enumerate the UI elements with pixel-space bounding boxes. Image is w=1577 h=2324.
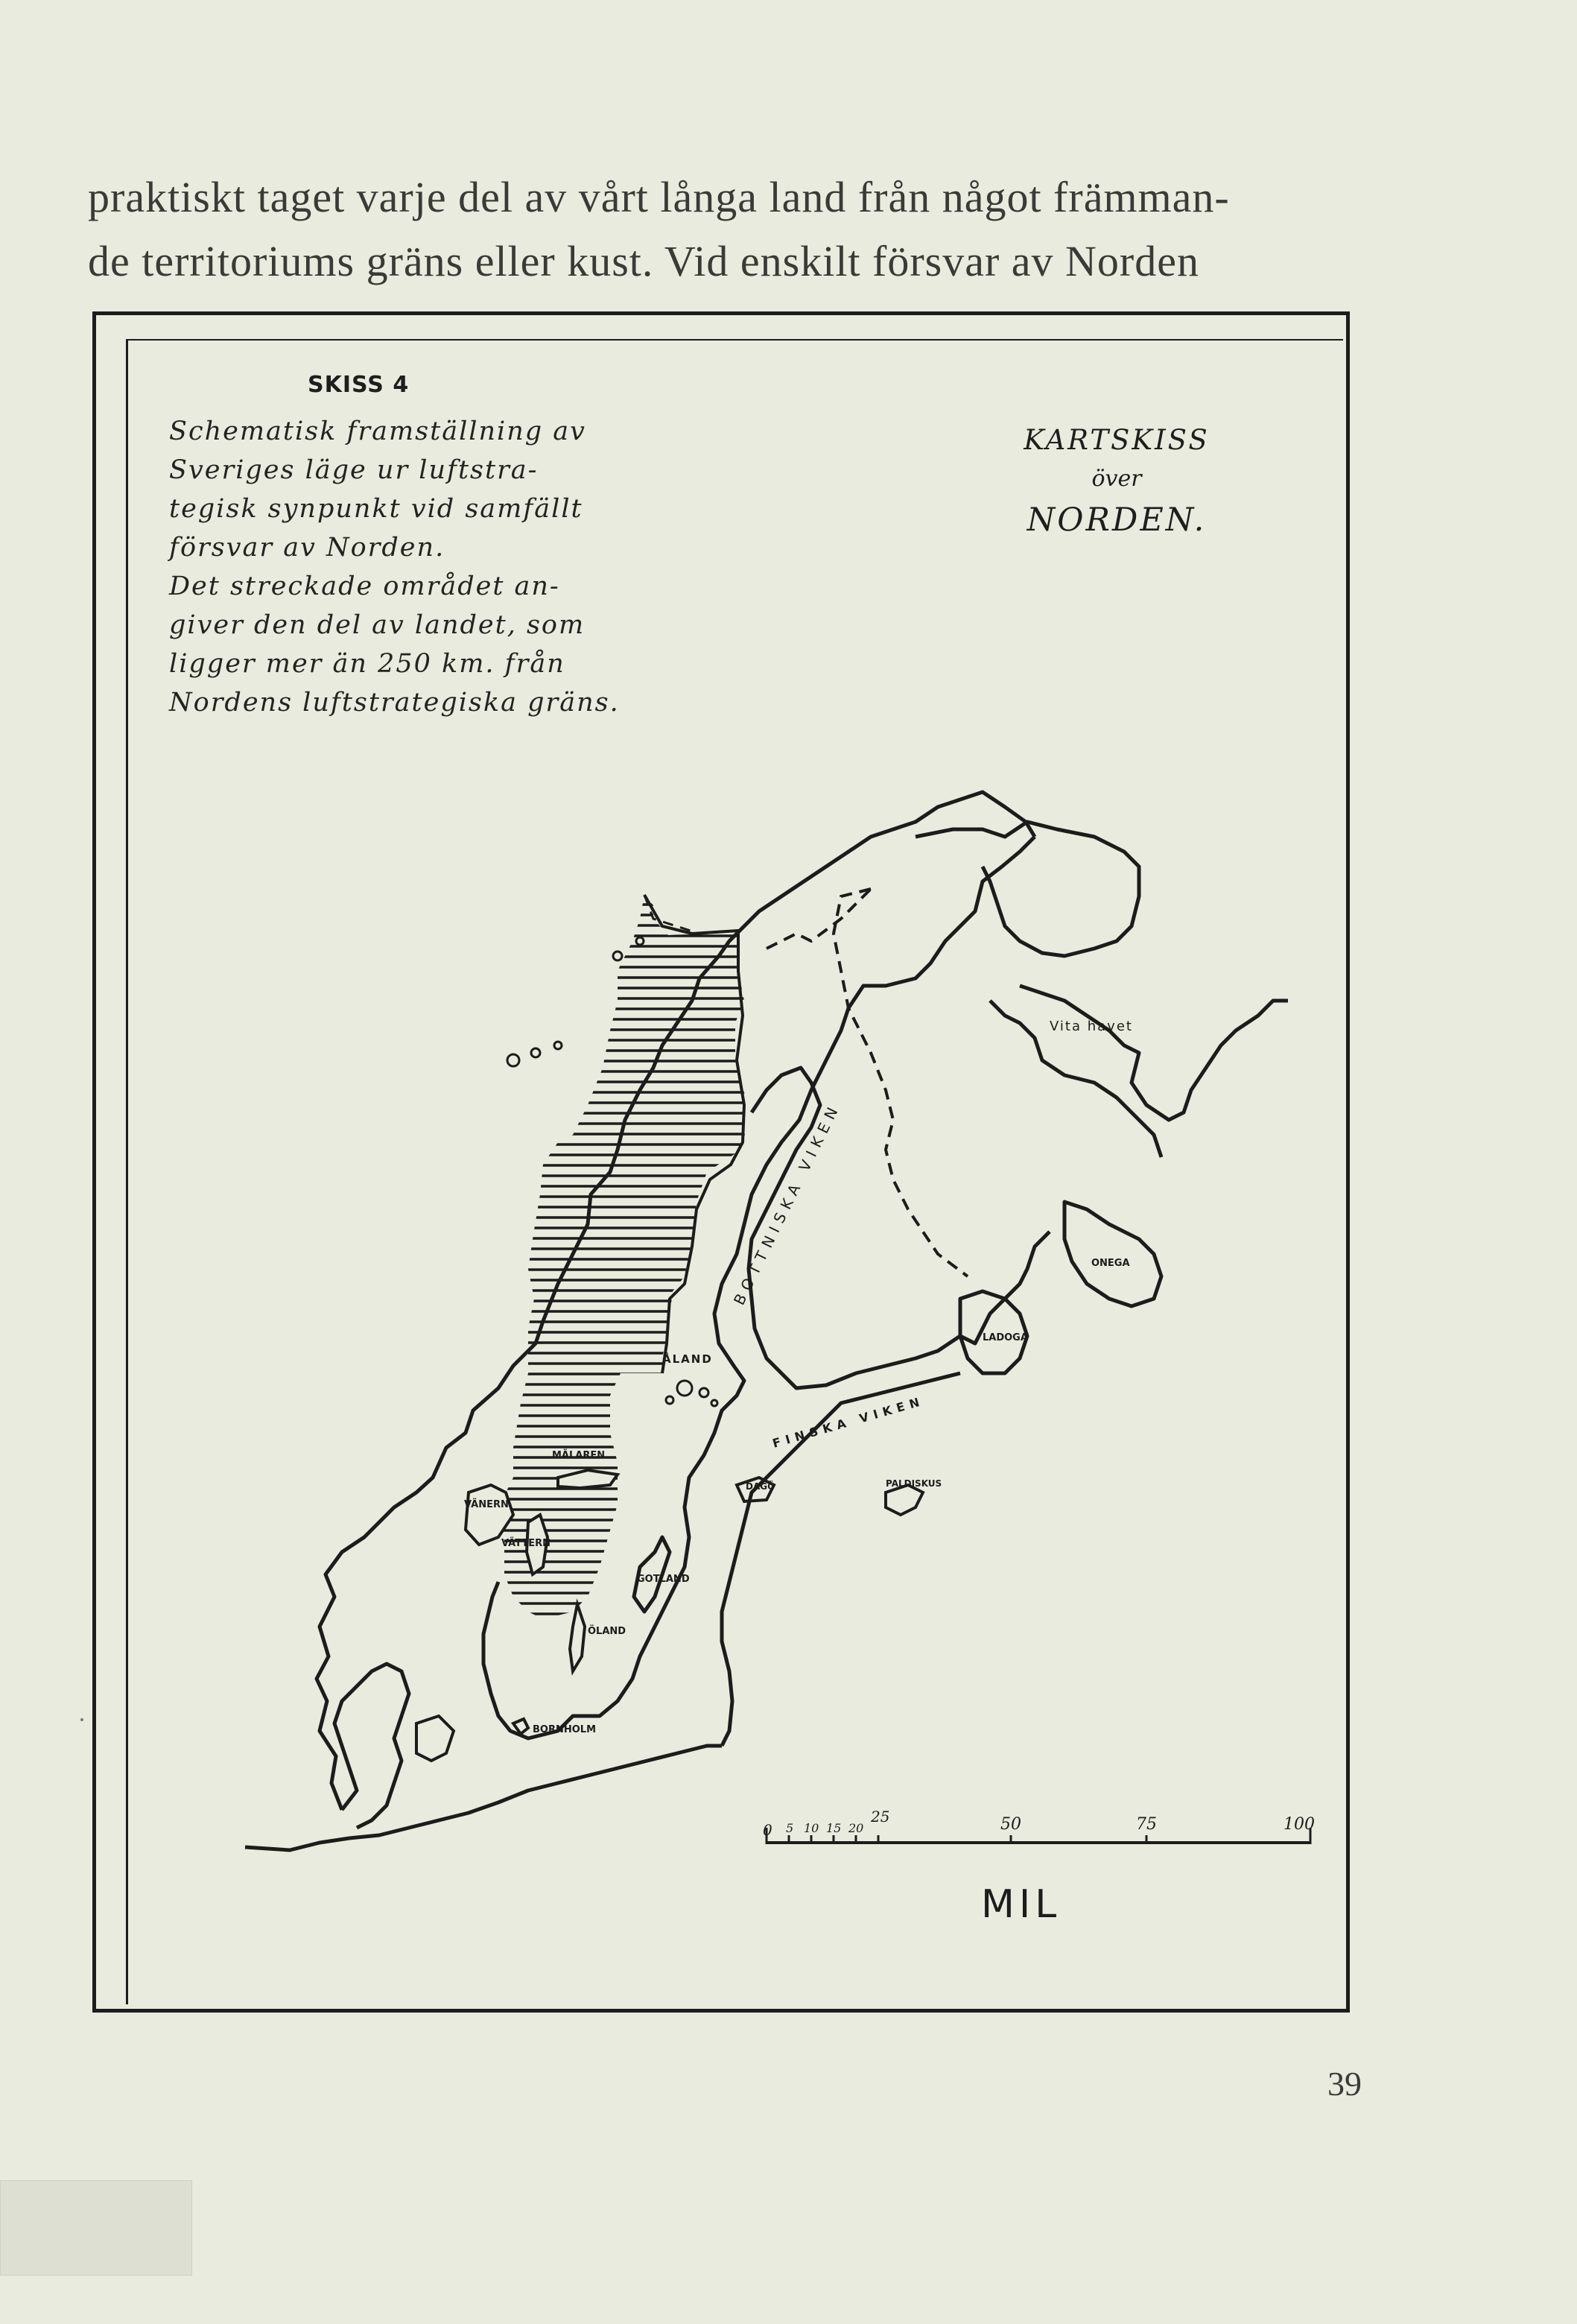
island-oesel <box>886 1485 923 1515</box>
map-title-line-2: över <box>1091 466 1142 492</box>
label-aland: ÅLAND <box>662 1352 713 1366</box>
label-gotland: GOTLAND <box>637 1574 690 1585</box>
scale-tick-label: 0 <box>763 1821 772 1839</box>
denmark <box>334 1664 409 1828</box>
scale-tick-label: 100 <box>1284 1815 1315 1834</box>
scale-tick-label: 15 <box>826 1821 842 1835</box>
caption-line: Sveriges läge ur luftstra- <box>169 455 539 485</box>
paper-speck <box>80 1718 83 1721</box>
scale-tick-label: 25 <box>871 1808 890 1826</box>
label-vanern: VÄNERN <box>464 1499 509 1510</box>
label-vita-havet: Vita havet <box>1050 1019 1133 1034</box>
scale-tick-label: 5 <box>786 1821 794 1835</box>
label-ladoga: LADOGA <box>983 1332 1028 1343</box>
figure-label: SKISS 4 <box>308 372 410 398</box>
label-dago: DAGÖ <box>746 1481 775 1492</box>
label-finska-viken: FINSKA VIKEN <box>770 1393 927 1451</box>
aland-islands <box>666 1381 717 1406</box>
scale-unit: MIL <box>981 1882 1062 1927</box>
scale-tick-label: 50 <box>1000 1815 1021 1834</box>
label-bornholm: BORNHOLM <box>533 1724 597 1735</box>
scale-bar <box>763 1808 1315 1927</box>
label-bottniska-viken: BOTTNISKA VIKEN <box>729 1099 844 1308</box>
library-label-sticker <box>0 2180 192 2276</box>
body-text-line-1: praktiskt taget varje del av vårt långa land från något främman- <box>88 173 1230 221</box>
body-text <box>88 165 1369 294</box>
scale-tick-label: 75 <box>1136 1815 1157 1834</box>
body-text-line-2: de territoriums gräns eller kust. Vid enskilt försvar av Norden <box>88 237 1199 285</box>
scale-tick-label: 20 <box>848 1821 864 1835</box>
caption-line: ligger mer än 250 km. från <box>169 649 565 679</box>
label-oland: ÖLAND <box>588 1626 626 1637</box>
caption-line: Schematisk framställning av <box>169 417 586 446</box>
map-figure <box>92 311 1350 2013</box>
map-title-line-3: NORDEN. <box>1027 501 1207 539</box>
hatched-area <box>469 881 767 1641</box>
caption-line: Nordens luftstrategiska gräns. <box>169 688 620 718</box>
label-vattern: VÄTTERN <box>501 1538 551 1549</box>
page-number: 39 <box>1327 2065 1362 2103</box>
map-title-line-1: KARTSKISS <box>1024 424 1210 456</box>
caption-line: försvar av Norden. <box>169 533 445 563</box>
island-oland <box>570 1604 585 1671</box>
russia-border <box>834 889 968 1276</box>
caption-line: tegisk synpunkt vid samfällt <box>169 494 583 524</box>
label-malaren: MÄLAREN <box>552 1450 606 1461</box>
caption-line: giver den del av landet, som <box>169 610 586 640</box>
caption-line: Det streckade området an- <box>169 571 560 601</box>
label-paldiskus: PALDISKUS <box>886 1478 942 1489</box>
label-onega: ONEGA <box>1091 1258 1130 1269</box>
scale-tick-label: 10 <box>804 1821 819 1835</box>
lake-onega <box>1064 1202 1161 1306</box>
nordic-map <box>96 315 1346 2009</box>
continent-coast <box>245 1746 722 1850</box>
